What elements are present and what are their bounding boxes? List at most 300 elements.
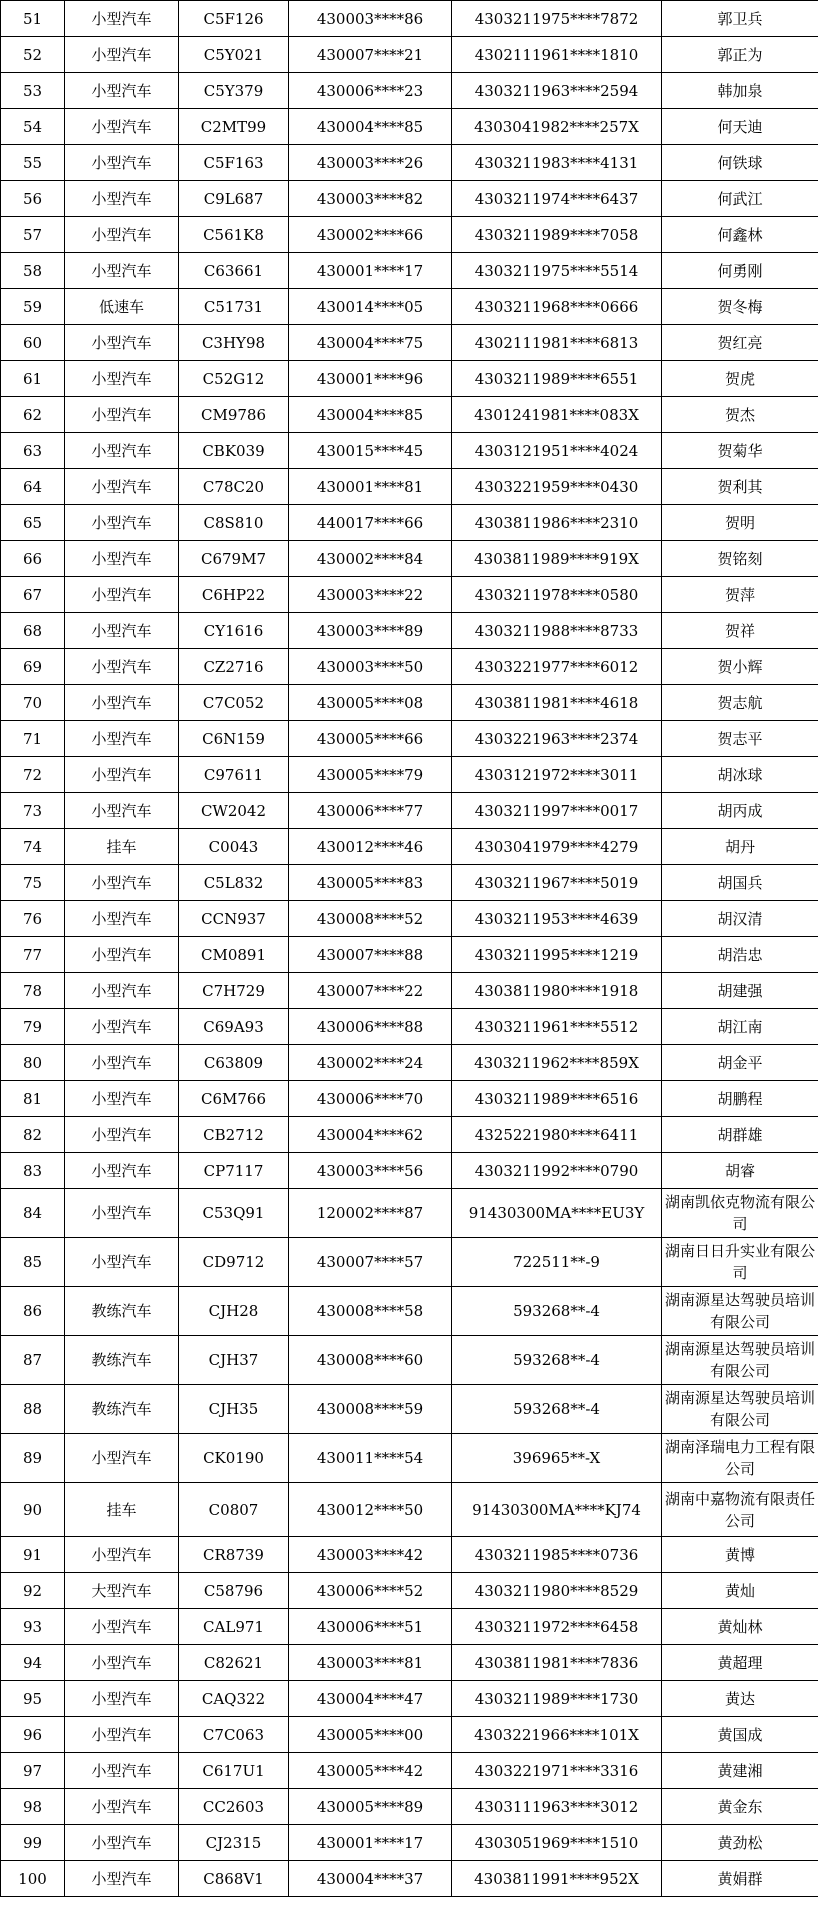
vehicle-type-cell: 小型汽车	[65, 1238, 179, 1287]
owner-name-cell: 贺杰	[662, 397, 818, 433]
vehicle-type-cell: 小型汽车	[65, 757, 179, 793]
vehicle-type-cell: 小型汽车	[65, 541, 179, 577]
vehicle-type-cell: 小型汽车	[65, 1681, 179, 1717]
vehicle-type-cell: 小型汽车	[65, 109, 179, 145]
id-number-cell: 396965**-X	[452, 1434, 662, 1483]
row-number-cell: 92	[1, 1573, 65, 1609]
vehicle-type-cell: 小型汽车	[65, 577, 179, 613]
plate-number-cell: CB2712	[179, 1117, 289, 1153]
code-cell: 430004****47	[289, 1681, 452, 1717]
code-cell: 430001****96	[289, 361, 452, 397]
id-number-cell: 4303211989****6551	[452, 361, 662, 397]
plate-number-cell: CCN937	[179, 901, 289, 937]
id-number-cell: 4303811986****2310	[452, 505, 662, 541]
table-row	[1, 505, 818, 541]
table-row	[1, 1609, 818, 1645]
owner-name-cell: 湖南源星达驾驶员培训有限公司	[662, 1287, 818, 1336]
plate-number-cell: C6HP22	[179, 577, 289, 613]
row-number-cell: 60	[1, 325, 65, 361]
code-cell: 430008****60	[289, 1336, 452, 1385]
table-row	[1, 1825, 818, 1861]
code-cell: 430003****89	[289, 613, 452, 649]
id-number-cell: 4303051969****1510	[452, 1825, 662, 1861]
id-number-cell: 91430300MA****KJ74	[452, 1483, 662, 1537]
plate-number-cell: C52G12	[179, 361, 289, 397]
row-number-cell: 96	[1, 1717, 65, 1753]
code-cell: 430005****83	[289, 865, 452, 901]
vehicle-type-cell: 小型汽车	[65, 685, 179, 721]
plate-number-cell: CC2603	[179, 1789, 289, 1825]
plate-number-cell: C561K8	[179, 217, 289, 253]
table-row	[1, 1287, 818, 1336]
code-cell: 430001****17	[289, 253, 452, 289]
code-cell: 430006****52	[289, 1573, 452, 1609]
table-row	[1, 1009, 818, 1045]
row-number-cell: 61	[1, 361, 65, 397]
id-number-cell: 4303211967****5019	[452, 865, 662, 901]
vehicle-type-cell: 小型汽车	[65, 1825, 179, 1861]
owner-name-cell: 贺红亮	[662, 325, 818, 361]
code-cell: 430002****66	[289, 217, 452, 253]
plate-number-cell: CY1616	[179, 613, 289, 649]
id-number-cell: 4303211975****7872	[452, 1, 662, 37]
id-number-cell: 4303211995****1219	[452, 937, 662, 973]
row-number-cell: 51	[1, 1, 65, 37]
vehicle-type-cell: 教练汽车	[65, 1287, 179, 1336]
vehicle-type-cell: 小型汽车	[65, 181, 179, 217]
table-row	[1, 325, 818, 361]
id-number-cell: 91430300MA****EU3Y	[452, 1189, 662, 1238]
id-number-cell: 4303121972****3011	[452, 757, 662, 793]
table-row	[1, 361, 818, 397]
vehicle-type-cell: 挂车	[65, 1483, 179, 1537]
owner-name-cell: 韩加泉	[662, 73, 818, 109]
row-number-cell: 86	[1, 1287, 65, 1336]
plate-number-cell: C82621	[179, 1645, 289, 1681]
table-row	[1, 1861, 818, 1897]
row-number-cell: 65	[1, 505, 65, 541]
code-cell: 430002****24	[289, 1045, 452, 1081]
row-number-cell: 77	[1, 937, 65, 973]
owner-name-cell: 贺志平	[662, 721, 818, 757]
row-number-cell: 85	[1, 1238, 65, 1287]
plate-number-cell: C9L687	[179, 181, 289, 217]
code-cell: 430012****46	[289, 829, 452, 865]
plate-number-cell: CD9712	[179, 1238, 289, 1287]
owner-name-cell: 湖南日日升实业有限公司	[662, 1238, 818, 1287]
owner-name-cell: 黄劲松	[662, 1825, 818, 1861]
row-number-cell: 56	[1, 181, 65, 217]
table-row	[1, 613, 818, 649]
vehicle-type-cell: 挂车	[65, 829, 179, 865]
table-row	[1, 109, 818, 145]
row-number-cell: 87	[1, 1336, 65, 1385]
owner-name-cell: 黄超理	[662, 1645, 818, 1681]
code-cell: 440017****66	[289, 505, 452, 541]
id-number-cell: 4303211989****6516	[452, 1081, 662, 1117]
vehicle-type-cell: 小型汽车	[65, 1861, 179, 1897]
row-number-cell: 89	[1, 1434, 65, 1483]
plate-number-cell: C5F126	[179, 1, 289, 37]
row-number-cell: 70	[1, 685, 65, 721]
vehicle-type-cell: 大型汽车	[65, 1573, 179, 1609]
row-number-cell: 100	[1, 1861, 65, 1897]
id-number-cell: 4303211975****5514	[452, 253, 662, 289]
code-cell: 430008****58	[289, 1287, 452, 1336]
owner-name-cell: 湖南泽瑞电力工程有限公司	[662, 1434, 818, 1483]
owner-name-cell: 湖南凯依克物流有限公司	[662, 1189, 818, 1238]
plate-number-cell: CM9786	[179, 397, 289, 433]
row-number-cell: 72	[1, 757, 65, 793]
code-cell: 430003****81	[289, 1645, 452, 1681]
id-number-cell: 4302111981****6813	[452, 325, 662, 361]
plate-number-cell: CBK039	[179, 433, 289, 469]
vehicle-type-cell: 小型汽车	[65, 73, 179, 109]
table-row	[1, 1681, 818, 1717]
table-body	[1, 1, 818, 1897]
id-number-cell: 4303041982****257X	[452, 109, 662, 145]
code-cell: 430003****56	[289, 1153, 452, 1189]
id-number-cell: 4325221980****6411	[452, 1117, 662, 1153]
plate-number-cell: CK0190	[179, 1434, 289, 1483]
id-number-cell: 4303211992****0790	[452, 1153, 662, 1189]
id-number-cell: 4303211968****0666	[452, 289, 662, 325]
id-number-cell: 4303221966****101X	[452, 1717, 662, 1753]
owner-name-cell: 黄博	[662, 1537, 818, 1573]
code-cell: 430015****45	[289, 433, 452, 469]
owner-name-cell: 胡群雄	[662, 1117, 818, 1153]
vehicle-type-cell: 小型汽车	[65, 1717, 179, 1753]
vehicle-type-cell: 小型汽车	[65, 1609, 179, 1645]
table-row	[1, 289, 818, 325]
row-number-cell: 81	[1, 1081, 65, 1117]
vehicle-type-cell: 小型汽车	[65, 1045, 179, 1081]
owner-name-cell: 何勇刚	[662, 253, 818, 289]
code-cell: 430007****21	[289, 37, 452, 73]
owner-name-cell: 贺铭刻	[662, 541, 818, 577]
code-cell: 430004****75	[289, 325, 452, 361]
table-row	[1, 757, 818, 793]
table-row	[1, 1573, 818, 1609]
vehicle-type-cell: 小型汽车	[65, 1153, 179, 1189]
code-cell: 430004****62	[289, 1117, 452, 1153]
table-row	[1, 937, 818, 973]
table-row	[1, 181, 818, 217]
plate-number-cell: C5L832	[179, 865, 289, 901]
owner-name-cell: 何武江	[662, 181, 818, 217]
row-number-cell: 59	[1, 289, 65, 325]
vehicle-type-cell: 低速车	[65, 289, 179, 325]
plate-number-cell: C0807	[179, 1483, 289, 1537]
owner-name-cell: 黄国成	[662, 1717, 818, 1753]
vehicle-type-cell: 小型汽车	[65, 721, 179, 757]
id-number-cell: 4303811980****1918	[452, 973, 662, 1009]
row-number-cell: 94	[1, 1645, 65, 1681]
id-number-cell: 4303811981****4618	[452, 685, 662, 721]
vehicle-type-cell: 小型汽车	[65, 505, 179, 541]
owner-name-cell: 贺志航	[662, 685, 818, 721]
owner-name-cell: 黄金东	[662, 1789, 818, 1825]
vehicle-type-cell: 教练汽车	[65, 1385, 179, 1434]
vehicle-type-cell: 小型汽车	[65, 1117, 179, 1153]
vehicle-type-cell: 小型汽车	[65, 1, 179, 37]
row-number-cell: 82	[1, 1117, 65, 1153]
row-number-cell: 64	[1, 469, 65, 505]
plate-number-cell: C69A93	[179, 1009, 289, 1045]
table-row	[1, 1789, 818, 1825]
code-cell: 430006****23	[289, 73, 452, 109]
id-number-cell: 4303211985****0736	[452, 1537, 662, 1573]
plate-number-cell: C868V1	[179, 1861, 289, 1897]
code-cell: 430005****66	[289, 721, 452, 757]
code-cell: 430005****42	[289, 1753, 452, 1789]
vehicle-type-cell: 小型汽车	[65, 217, 179, 253]
table-row	[1, 685, 818, 721]
vehicle-type-cell: 小型汽车	[65, 361, 179, 397]
code-cell: 430006****70	[289, 1081, 452, 1117]
id-number-cell: 4303211980****8529	[452, 1573, 662, 1609]
plate-number-cell: C5Y021	[179, 37, 289, 73]
row-number-cell: 55	[1, 145, 65, 181]
vehicle-type-cell: 小型汽车	[65, 613, 179, 649]
owner-name-cell: 胡丹	[662, 829, 818, 865]
owner-name-cell: 何铁球	[662, 145, 818, 181]
owner-name-cell: 贺萍	[662, 577, 818, 613]
owner-name-cell: 胡鹏程	[662, 1081, 818, 1117]
owner-name-cell: 胡建强	[662, 973, 818, 1009]
plate-number-cell: C63661	[179, 253, 289, 289]
table-row	[1, 1, 818, 37]
row-number-cell: 69	[1, 649, 65, 685]
plate-number-cell: C6M766	[179, 1081, 289, 1117]
id-number-cell: 4303211972****6458	[452, 1609, 662, 1645]
plate-number-cell: C679M7	[179, 541, 289, 577]
id-number-cell: 4303041979****4279	[452, 829, 662, 865]
vehicle-type-cell: 小型汽车	[65, 1081, 179, 1117]
owner-name-cell: 郭卫兵	[662, 1, 818, 37]
owner-name-cell: 湖南中嘉物流有限责任公司	[662, 1483, 818, 1537]
row-number-cell: 83	[1, 1153, 65, 1189]
owner-name-cell: 黄娟群	[662, 1861, 818, 1897]
row-number-cell: 84	[1, 1189, 65, 1238]
owner-name-cell: 胡冰球	[662, 757, 818, 793]
vehicle-type-cell: 小型汽车	[65, 649, 179, 685]
row-number-cell: 76	[1, 901, 65, 937]
table-row	[1, 1189, 818, 1238]
code-cell: 430007****57	[289, 1238, 452, 1287]
plate-number-cell: CJH37	[179, 1336, 289, 1385]
row-number-cell: 95	[1, 1681, 65, 1717]
id-number-cell: 4303211953****4639	[452, 901, 662, 937]
row-number-cell: 75	[1, 865, 65, 901]
owner-name-cell: 贺冬梅	[662, 289, 818, 325]
code-cell: 430008****59	[289, 1385, 452, 1434]
plate-number-cell: C8S810	[179, 505, 289, 541]
owner-name-cell: 胡金平	[662, 1045, 818, 1081]
row-number-cell: 74	[1, 829, 65, 865]
table-row	[1, 397, 818, 433]
table-row	[1, 37, 818, 73]
code-cell: 430004****85	[289, 109, 452, 145]
id-number-cell: 4303811989****919X	[452, 541, 662, 577]
owner-name-cell: 何鑫林	[662, 217, 818, 253]
code-cell: 430004****37	[289, 1861, 452, 1897]
owner-name-cell: 贺利其	[662, 469, 818, 505]
code-cell: 430006****88	[289, 1009, 452, 1045]
table-row	[1, 721, 818, 757]
row-number-cell: 52	[1, 37, 65, 73]
plate-number-cell: CJH35	[179, 1385, 289, 1434]
row-number-cell: 71	[1, 721, 65, 757]
owner-name-cell: 贺明	[662, 505, 818, 541]
id-number-cell: 593268**-4	[452, 1287, 662, 1336]
row-number-cell: 79	[1, 1009, 65, 1045]
id-number-cell: 4301241981****083X	[452, 397, 662, 433]
code-cell: 430006****77	[289, 793, 452, 829]
row-number-cell: 93	[1, 1609, 65, 1645]
table-row	[1, 1537, 818, 1573]
plate-number-cell: CW2042	[179, 793, 289, 829]
plate-number-cell: C2MT99	[179, 109, 289, 145]
table-row	[1, 1434, 818, 1483]
table-row	[1, 433, 818, 469]
vehicle-type-cell: 小型汽车	[65, 253, 179, 289]
code-cell: 430012****50	[289, 1483, 452, 1537]
table-row	[1, 469, 818, 505]
owner-name-cell: 胡丙成	[662, 793, 818, 829]
owner-name-cell: 贺虎	[662, 361, 818, 397]
plate-number-cell: C5F163	[179, 145, 289, 181]
owner-name-cell: 郭正为	[662, 37, 818, 73]
table-row	[1, 1238, 818, 1287]
id-number-cell: 4303211961****5512	[452, 1009, 662, 1045]
code-cell: 430003****42	[289, 1537, 452, 1573]
table-row	[1, 1081, 818, 1117]
owner-name-cell: 胡江南	[662, 1009, 818, 1045]
owner-name-cell: 胡浩忠	[662, 937, 818, 973]
plate-number-cell: C617U1	[179, 1753, 289, 1789]
vehicle-type-cell: 小型汽车	[65, 973, 179, 1009]
row-number-cell: 54	[1, 109, 65, 145]
row-number-cell: 68	[1, 613, 65, 649]
id-number-cell: 4303221959****0430	[452, 469, 662, 505]
table-row	[1, 973, 818, 1009]
plate-number-cell: C97611	[179, 757, 289, 793]
table-row	[1, 1483, 818, 1537]
plate-number-cell: CJH28	[179, 1287, 289, 1336]
vehicle-type-cell: 小型汽车	[65, 793, 179, 829]
vehicle-type-cell: 小型汽车	[65, 145, 179, 181]
plate-number-cell: C58796	[179, 1573, 289, 1609]
vehicle-type-cell: 小型汽车	[65, 1537, 179, 1573]
owner-name-cell: 黄灿林	[662, 1609, 818, 1645]
row-number-cell: 63	[1, 433, 65, 469]
code-cell: 430003****86	[289, 1, 452, 37]
vehicle-type-cell: 小型汽车	[65, 433, 179, 469]
plate-number-cell: C7H729	[179, 973, 289, 1009]
plate-number-cell: C5Y379	[179, 73, 289, 109]
plate-number-cell: CR8739	[179, 1537, 289, 1573]
row-number-cell: 91	[1, 1537, 65, 1573]
table-row	[1, 1753, 818, 1789]
row-number-cell: 57	[1, 217, 65, 253]
id-number-cell: 4303211983****4131	[452, 145, 662, 181]
code-cell: 430008****52	[289, 901, 452, 937]
table-row	[1, 1717, 818, 1753]
code-cell: 430001****17	[289, 1825, 452, 1861]
table-row	[1, 217, 818, 253]
table-row	[1, 1117, 818, 1153]
id-number-cell: 4303211962****859X	[452, 1045, 662, 1081]
id-number-cell: 4302111961****1810	[452, 37, 662, 73]
plate-number-cell: C7C063	[179, 1717, 289, 1753]
code-cell: 430006****51	[289, 1609, 452, 1645]
vehicle-type-cell: 小型汽车	[65, 865, 179, 901]
plate-number-cell: CJ2315	[179, 1825, 289, 1861]
plate-number-cell: C53Q91	[179, 1189, 289, 1238]
vehicle-type-cell: 小型汽车	[65, 1753, 179, 1789]
row-number-cell: 62	[1, 397, 65, 433]
table-row	[1, 1045, 818, 1081]
code-cell: 430005****79	[289, 757, 452, 793]
code-cell: 430007****88	[289, 937, 452, 973]
owner-name-cell: 黄灿	[662, 1573, 818, 1609]
id-number-cell: 4303211989****7058	[452, 217, 662, 253]
code-cell: 430004****85	[289, 397, 452, 433]
table-row	[1, 865, 818, 901]
owner-name-cell: 胡汉清	[662, 901, 818, 937]
plate-number-cell: CP7117	[179, 1153, 289, 1189]
code-cell: 430003****26	[289, 145, 452, 181]
vehicle-type-cell: 教练汽车	[65, 1336, 179, 1385]
code-cell: 430011****54	[289, 1434, 452, 1483]
owner-name-cell: 贺祥	[662, 613, 818, 649]
table-row	[1, 901, 818, 937]
row-number-cell: 73	[1, 793, 65, 829]
vehicle-type-cell: 小型汽车	[65, 937, 179, 973]
row-number-cell: 66	[1, 541, 65, 577]
owner-name-cell: 贺小辉	[662, 649, 818, 685]
id-number-cell: 4303211988****8733	[452, 613, 662, 649]
id-number-cell: 4303211974****6437	[452, 181, 662, 217]
owner-name-cell: 黄达	[662, 1681, 818, 1717]
vehicle-type-cell: 小型汽车	[65, 37, 179, 73]
vehicle-type-cell: 小型汽车	[65, 325, 179, 361]
table-row	[1, 73, 818, 109]
id-number-cell: 4303811991****952X	[452, 1861, 662, 1897]
table-row	[1, 541, 818, 577]
id-number-cell: 593268**-4	[452, 1385, 662, 1434]
owner-name-cell: 黄建湘	[662, 1753, 818, 1789]
row-number-cell: 88	[1, 1385, 65, 1434]
table-row	[1, 649, 818, 685]
plate-number-cell: CM0891	[179, 937, 289, 973]
vehicle-type-cell: 小型汽车	[65, 1189, 179, 1238]
vehicle-type-cell: 小型汽车	[65, 1645, 179, 1681]
plate-number-cell: C78C20	[179, 469, 289, 505]
table-row	[1, 1336, 818, 1385]
plate-number-cell: C6N159	[179, 721, 289, 757]
code-cell: 430003****22	[289, 577, 452, 613]
plate-number-cell: C3HY98	[179, 325, 289, 361]
row-number-cell: 80	[1, 1045, 65, 1081]
row-number-cell: 78	[1, 973, 65, 1009]
id-number-cell: 593268**-4	[452, 1336, 662, 1385]
code-cell: 430002****84	[289, 541, 452, 577]
vehicle-type-cell: 小型汽车	[65, 397, 179, 433]
row-number-cell: 67	[1, 577, 65, 613]
id-number-cell: 4303211989****1730	[452, 1681, 662, 1717]
